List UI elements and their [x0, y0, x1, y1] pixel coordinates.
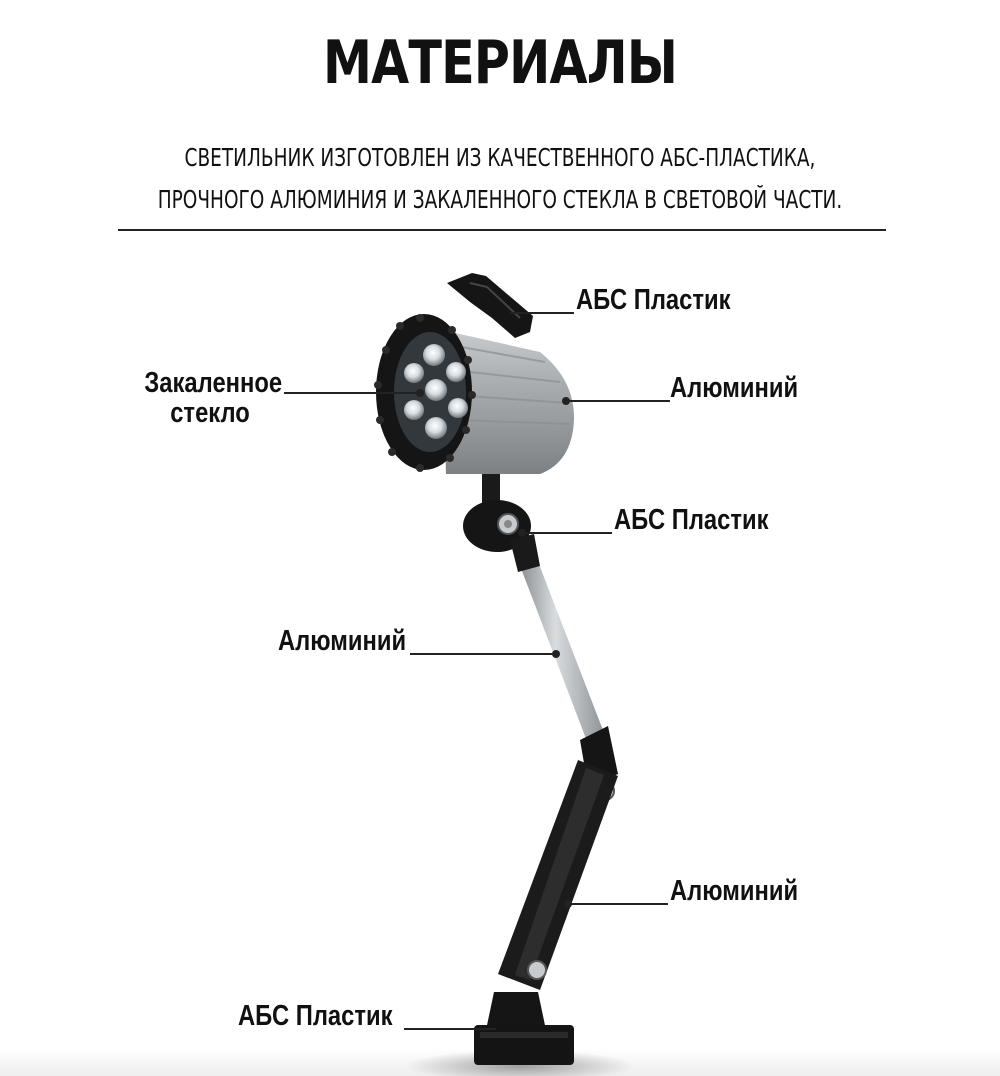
subtitle-line-1: СВЕТИЛЬНИК ИЗГОТОВЛЕН ИЗ КАЧЕСТВЕННОГО АБС-ПЛАСТИКА,	[184, 143, 816, 172]
lamp-base-mount	[486, 992, 546, 1030]
lamp-handle	[447, 273, 533, 338]
label-housing: Алюминий	[670, 372, 799, 404]
upper-arm-rod	[514, 546, 606, 744]
lamp-neck	[482, 474, 500, 504]
label-joint: АБС Пластик	[614, 504, 769, 536]
lamp-base	[474, 1025, 574, 1065]
label-lower-arm: Алюминий	[670, 875, 799, 907]
label-glass-line2: стекло	[170, 397, 250, 429]
page-title: МАТЕРИАЛЫ	[323, 28, 677, 98]
subtitle-line-2: ПРОЧНОГО АЛЮМИНИЯ И ЗАКАЛЕННОГО СТЕКЛА В СВЕТОВОЙ ЧАСТИ.	[157, 185, 843, 214]
label-upper-arm: Алюминий	[278, 625, 407, 657]
label-base: АБС Пластик	[238, 1000, 393, 1032]
label-handle: АБС Пластик	[576, 284, 731, 316]
label-glass-line1: Закаленное	[144, 367, 283, 399]
